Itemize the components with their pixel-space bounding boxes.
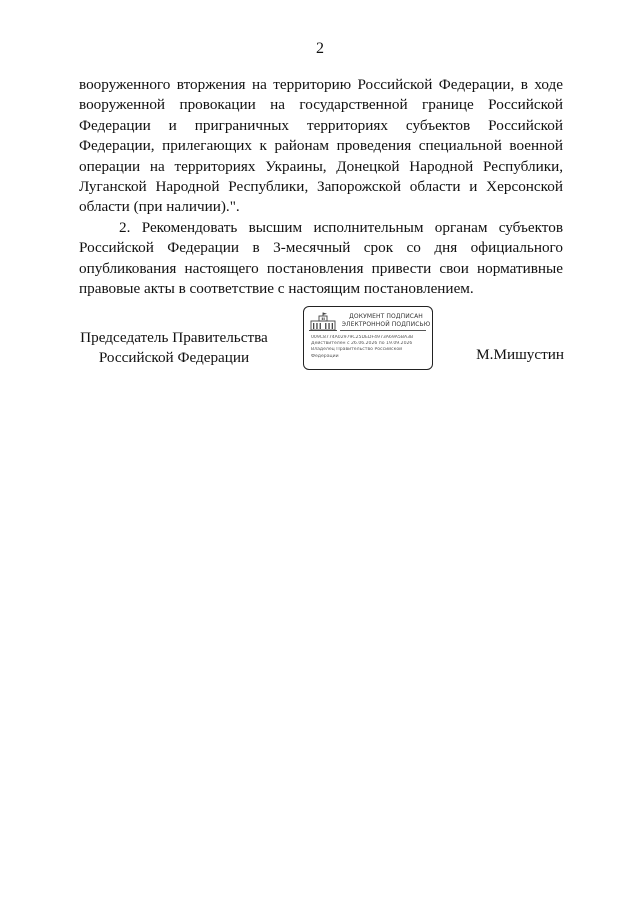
signer-title-line2: Российской Федерации [98, 349, 250, 367]
electronic-signature-stamp [303, 306, 433, 370]
government-building-icon [308, 312, 338, 332]
page-number: 2 [316, 40, 324, 57]
signer-title-line1: Председатель Правительства [80, 329, 268, 346]
signer-name: М.Мишустин [476, 346, 564, 363]
paragraph-recommendation: 2. Рекомендовать высшим исполнительным органам субъектов Российской Федерации в 3-месячный срок со дня официального опубликования настоящего постановления привести свои нормативные правовые акты в соответствие с настоящим постановлением. [79, 218, 563, 298]
stamp-validity: Действителен с 26.06.2026 по 19.09.2026 [311, 341, 413, 347]
stamp-divider [340, 330, 426, 331]
stamp-certificate: 009C8774A02979C25DEDF4973A69A5BA3B [311, 335, 414, 340]
document-body [79, 75, 563, 299]
signer-title [79, 328, 269, 369]
stamp-owner-line1: Владелец Правительство Российской [311, 347, 403, 353]
stamp-owner-line2: Федерации [311, 353, 339, 359]
stamp-header-line1: ДОКУМЕНТ ПОДПИСАН [349, 313, 423, 320]
stamp-details [311, 335, 429, 360]
stamp-header [340, 313, 432, 328]
paragraph-continuation: вооруженного вторжения на территорию Российской Федерации, в ходе вооруженной провокации на государственной границе Российской Федерации и приграничных территориях субъектов Российской Федерации, прилегающих к районам проведения специальной военной операции на территориях Украины, Донецкой Народной Республики, Луганской Народной Республики, Запорожской области и Херсонской области (при наличии).". [79, 76, 563, 216]
stamp-header-line2: ЭЛЕКТРОННОЙ ПОДПИСЬЮ [341, 320, 431, 328]
